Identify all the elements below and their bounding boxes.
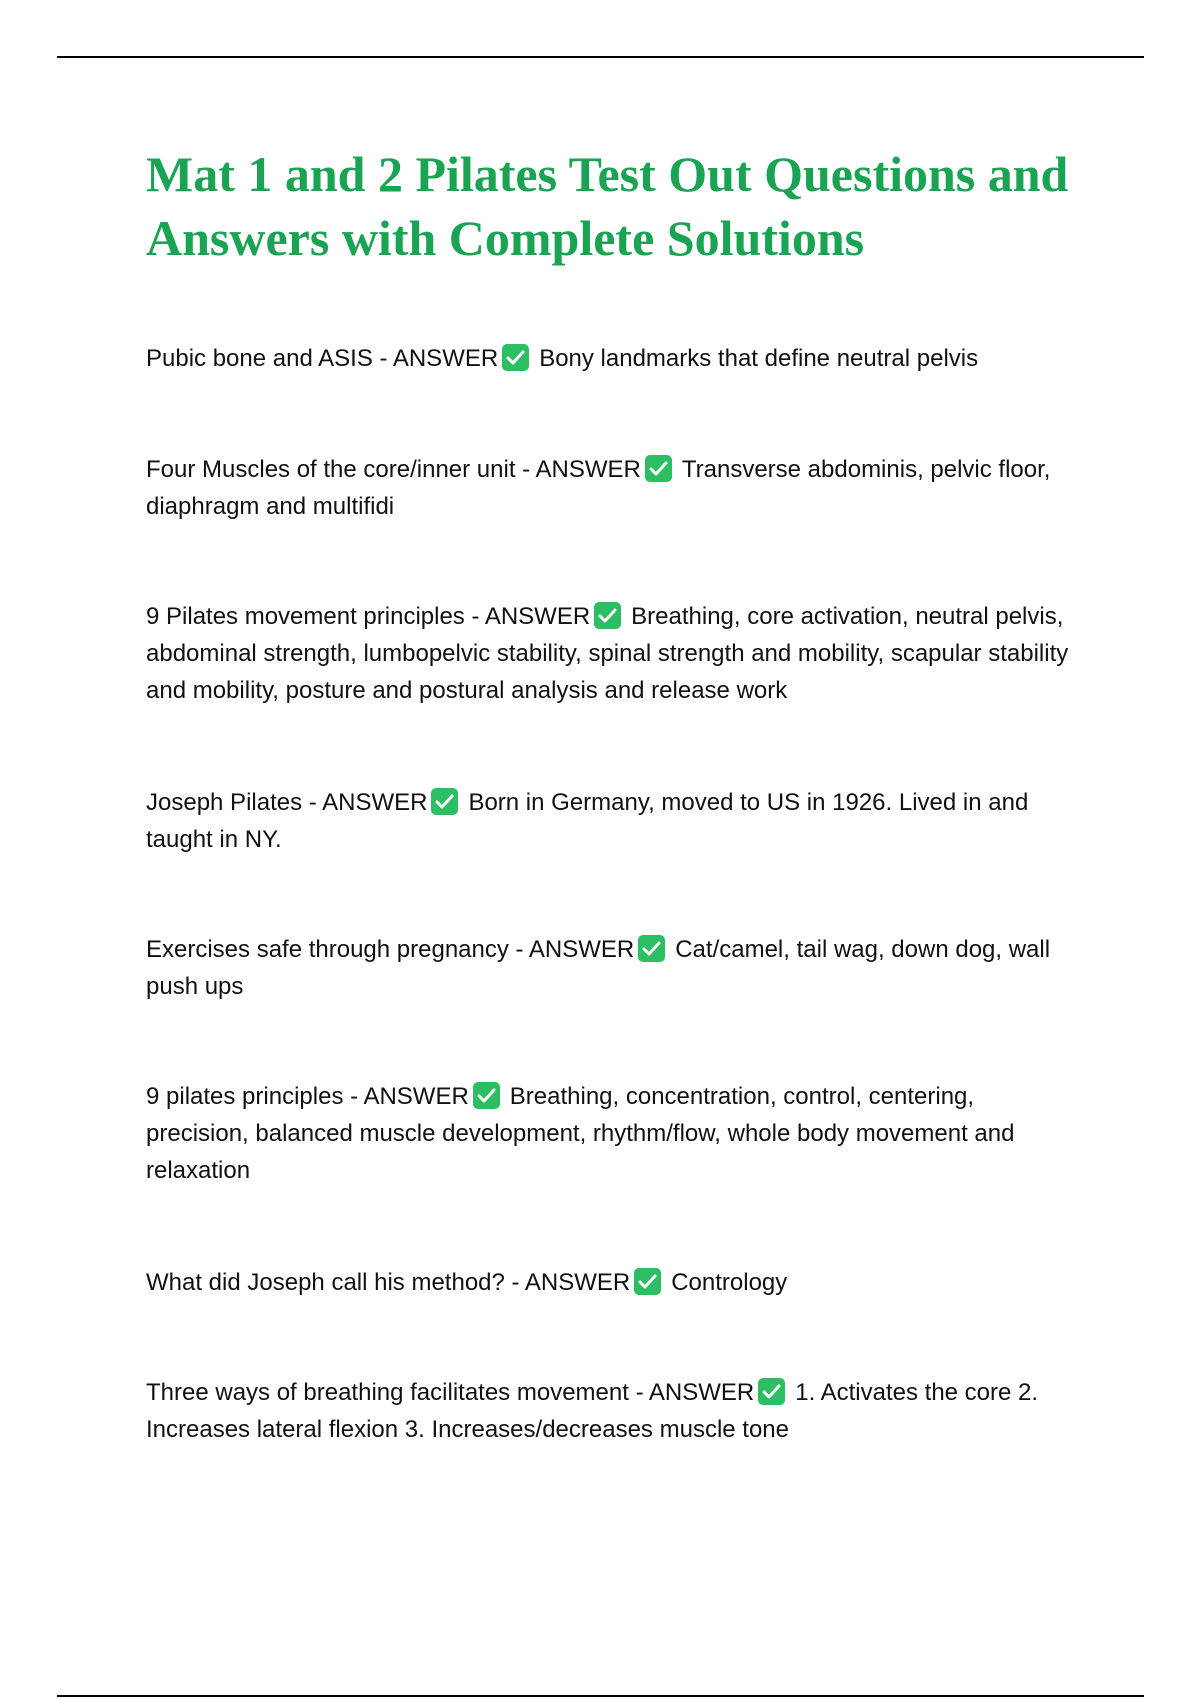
qa-item-1	[146, 340, 1081, 377]
check-mark-icon	[431, 788, 458, 815]
answer-text: Bony landmarks that define neutral pelvis	[539, 345, 979, 372]
question-text: Exercises safe through pregnancy - ANSWER	[146, 936, 635, 963]
check-mark-icon	[594, 602, 621, 629]
question-text: Pubic bone and ASIS - ANSWER	[146, 345, 499, 372]
bottom-rule	[57, 1695, 1144, 1697]
top-rule	[57, 56, 1144, 58]
check-mark-icon	[758, 1378, 785, 1405]
check-mark-icon	[634, 1268, 661, 1295]
answer-text: Breathing, core activation, neutral pelvis, abdominal strength, lumbopelvic stability, spinal strength and mobility, scapular stability and mobility, posture and postural analysis and release work	[146, 603, 1069, 704]
qa-item-2	[146, 451, 1081, 525]
question-text: 9 Pilates movement principles - ANSWER	[146, 603, 591, 630]
qa-item-8	[146, 1374, 1081, 1448]
check-mark-icon	[638, 935, 665, 962]
qa-item-7	[146, 1264, 1081, 1301]
answer-text: 1. Activates the core 2. Increases lateral flexion 3. Increases/decreases muscle tone	[146, 1379, 1039, 1443]
answer-text: Transverse abdominis, pelvic floor, diaphragm and multifidi	[146, 456, 1051, 520]
question-text: 9 pilates principles - ANSWER	[146, 1083, 469, 1110]
check-mark-icon	[502, 344, 529, 371]
qa-item-6	[146, 1078, 1081, 1189]
answer-text: Breathing, concentration, control, centering, precision, balanced muscle development, rhythm/flow, whole body movement and relaxation	[146, 1083, 1015, 1184]
answer-text: Born in Germany, moved to US in 1926. Lived in and taught in NY.	[146, 789, 1029, 853]
answer-text: Cat/camel, tail wag, down dog, wall push ups	[146, 936, 1051, 1000]
qa-item-3	[146, 598, 1081, 709]
question-text: Four Muscles of the core/inner unit - ANSWER	[146, 456, 641, 483]
document-title: Mat 1 and 2 Pilates Test Out Questions and Answers with Complete Solutions	[146, 146, 1069, 266]
question-text: Three ways of breathing facilitates movement - ANSWER	[146, 1379, 755, 1406]
qa-item-5	[146, 931, 1081, 1005]
question-text: Joseph Pilates - ANSWER	[146, 789, 428, 816]
question-text: What did Joseph call his method? - ANSWER	[146, 1269, 631, 1296]
check-mark-icon	[645, 455, 672, 482]
answer-text: Contrology	[671, 1269, 788, 1296]
check-mark-icon	[473, 1082, 500, 1109]
qa-item-4	[146, 784, 1081, 858]
